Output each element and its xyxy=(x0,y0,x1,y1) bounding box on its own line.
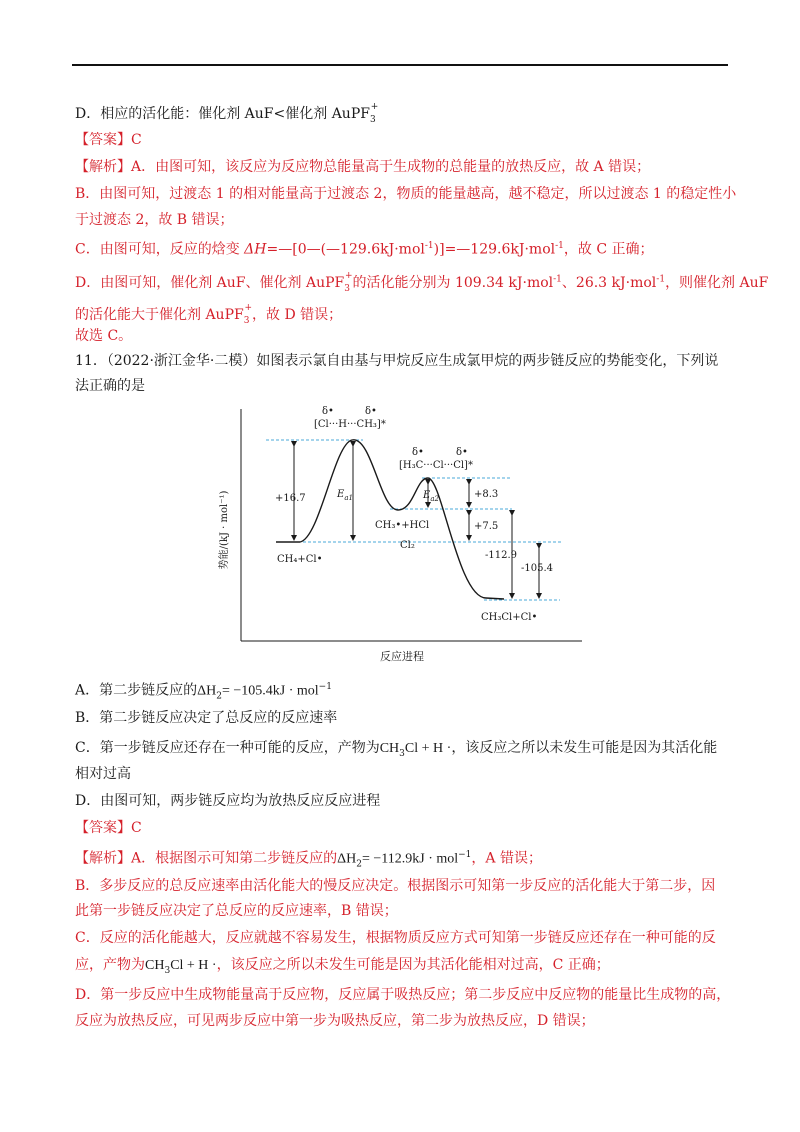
intermediate-label: CH₃•+HCl xyxy=(375,520,430,531)
y-axis-label: 势能/(kJ · mol⁻¹) xyxy=(219,490,230,570)
label-ea1: $E_{a1}$ xyxy=(337,489,353,502)
analysis-2-line-6: D．第一步反应中生成物能量高于反应物，反应属于吸热反应；第二步反应中反应物的能量比生成物的高， xyxy=(75,987,731,1003)
analysis-1-line-5: D．由图可知，催化剂 AuF、催化剂 AuPF$_3$+的活化能分别为 109.34 kJ·mol$^{-1}$、26.3 kJ·mol$^{-1}$，则催化剂 AuF xyxy=(75,271,769,294)
option-c-line-2: 相对过高 xyxy=(75,766,131,782)
analysis-2-line-5: 应，产物为$CH_3Cl + H$ ·，该反应之所以未发生可能是因为其活化能相对过高，C 正确； xyxy=(75,957,610,976)
ts2-label: [H₃C···Cl···Cl]* xyxy=(399,460,473,471)
prev-option-d-sup: + xyxy=(370,102,379,112)
ts1-delta-1: δ• xyxy=(322,406,334,417)
ts1-label: [Cl···H···CH₃]* xyxy=(314,419,386,430)
answer-1: 【答案】C xyxy=(75,132,142,148)
analysis-1-line-6: 的活化能大于催化剂 AuPF$_3$+，故 D 错误； xyxy=(75,303,343,326)
option-a: A．第二步链反应的$\Delta H_2= -105.4kJ \cdot mol^{-1}$ xyxy=(75,682,332,702)
option-b: B．第二步链反应决定了总反应的反应速率 xyxy=(75,710,338,726)
label-ea2: $E_{a2}$ xyxy=(423,490,439,503)
ts1-delta-2: δ• xyxy=(365,406,377,417)
analysis-2-line-2: B．多步反应的总反应速率由活化能大的慢反应决定。根据图示可知第一步反应的活化能大于第二步，因 xyxy=(75,878,716,894)
prev-option-d xyxy=(75,97,378,130)
label-8-3: +8.3 xyxy=(474,489,499,500)
analysis-2-line-4: C．反应的活化能越大，反应就越不容易发生，根据物质反应方式可知第一步链反应还存在一种可能的反 xyxy=(75,930,716,946)
analysis-2-line-1: 【解析】A．根据图示可知第二步链反应的$\Delta H_2= -112.9kJ \cdot mol^{-1}$，A 错误； xyxy=(75,850,542,870)
ts2-delta-1: δ• xyxy=(412,447,424,458)
cl2-label: Cl₂ xyxy=(400,540,415,551)
answer-2: 【答案】C xyxy=(75,820,142,836)
question-11-line-2: 法正确的是 xyxy=(75,378,145,394)
prev-option-d-sub: 3 xyxy=(369,114,376,125)
analysis-1-line-7: 故选 C。 xyxy=(75,328,133,344)
option-d: D．由图可知，两步链反应均为放热反应反应进程 xyxy=(75,793,381,809)
energy-profile-diagram xyxy=(219,398,588,666)
header-rule xyxy=(72,64,728,66)
analysis-2-line-3: 此第一步链反应决定了总反应的反应速率，B 错误； xyxy=(75,903,398,919)
ts2-delta-2: δ• xyxy=(456,447,468,458)
analysis-1-line-3: 于过渡态 2，故 B 错误； xyxy=(75,212,234,228)
label-7-5: +7.5 xyxy=(474,521,499,532)
label-105-4: -105.4 xyxy=(521,563,554,574)
x-axis-label: 反应进程 xyxy=(380,650,424,663)
analysis-1-line-1: 【解析】A．由图可知，该反应为反应物总能量高于生成物的总能量的放热反应，故 A 错误； xyxy=(75,159,651,175)
product-label: CH₃Cl+Cl• xyxy=(481,612,538,623)
prev-option-d-text: D．相应的活化能：催化剂 AuF<催化剂 AuPF xyxy=(75,106,370,122)
analysis-2-line-7: 反应为放热反应，可见两步反应中第一步为吸热反应，第二步为放热反应，D 错误； xyxy=(75,1013,595,1029)
reactant-label: CH₄+Cl• xyxy=(277,554,323,565)
analysis-1-line-4: C．由图可知，反应的焓变 ΔH=—[0—(—129.6kJ·mol$^{-1}$)]=—129.6kJ·mol$^{-1}$，故 C 正确； xyxy=(75,241,654,258)
label-16-7: +16.7 xyxy=(275,493,306,504)
analysis-1-line-2: B．由图可知，过渡态 1 的相对能量高于过渡态 2，物质的能量越高，越不稳定，所以过渡态 1 的稳定性小 xyxy=(75,186,737,202)
label-112-9: -112.9 xyxy=(485,550,518,561)
option-c: C．第一步链反应还存在一种可能的反应，产物为$CH_3Cl + H$ ·，该反应之所以未发生可能是因为其活化能 xyxy=(75,740,718,759)
question-11-line-1: 11．（2022·浙江金华·二模）如图表示氯自由基与甲烷反应生成氯甲烷的两步链反应的势能变化，下列说 xyxy=(75,353,719,369)
